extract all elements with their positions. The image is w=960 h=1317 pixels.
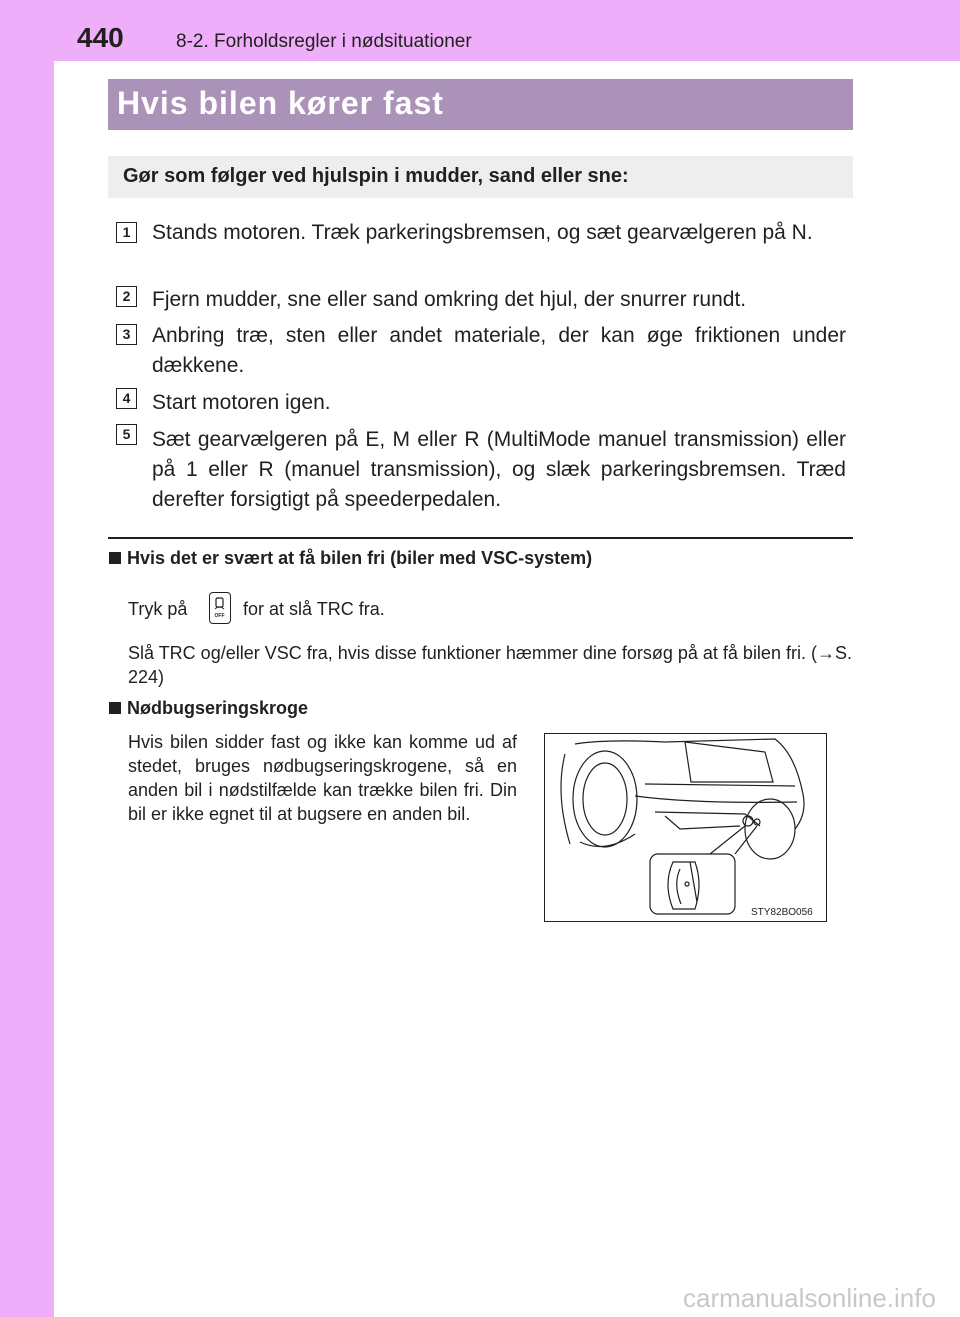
step-text: Sæt gearvælgeren på E, M eller R (MultiMode manuel transmission) eller på 1 eller R (manuel transmission), og slæk parkeringsbremsen. Træd derefter forsigtigt på speederpedalen.: [152, 428, 846, 511]
section-header: 8-2. Forholdsregler i nødsituationer: [176, 31, 472, 52]
trc-off-label: OFF: [214, 613, 225, 619]
subtitle-bar: [108, 156, 853, 198]
watermark: carmanualsonline.info: [683, 1283, 936, 1313]
step-number: 1: [116, 222, 137, 243]
step-text: Start motoren igen.: [152, 391, 331, 414]
towing-hook-figure: [544, 733, 827, 922]
figure-caption: STY82BO056: [751, 907, 813, 918]
note-title-tow: [109, 698, 308, 719]
subtitle: Gør som følger ved hjulspin i mudder, sand eller sne:: [123, 165, 629, 187]
section-divider: [108, 537, 853, 539]
square-bullet-icon: [109, 552, 121, 564]
trc-off-button-icon: [209, 592, 231, 624]
square-bullet-icon: [109, 702, 121, 714]
tow-body: Hvis bilen sidder fast og ikke kan komme ud af stedet, bruges nødbugseringskrogene, så en anden bil i nødstilfælde kan trække bilen fri. Din bil er ikke egnet til at bugsere en anden bil.: [128, 732, 517, 824]
vsc-press-before: Tryk på: [128, 599, 188, 619]
trc-off-glyph: [210, 593, 229, 622]
step-text: Anbring træ, sten eller andet materiale, der kan øge friktionen under dækkene.: [152, 324, 846, 377]
note-title-vsc: [109, 548, 592, 569]
title-bar: [108, 79, 853, 130]
note-title-vsc-text: Hvis det er svært at få bilen fri (biler med VSC-system): [127, 548, 593, 568]
page-title: Hvis bilen kører fast: [117, 85, 444, 121]
page-number: 440: [77, 22, 124, 53]
step-number: 5: [116, 424, 137, 445]
vsc-body: Slå TRC og/eller VSC fra, hvis disse funktioner hæmmer dine forsøg på at få bilen fri. (→S. 224): [128, 643, 852, 687]
step-text: Stands motoren. Træk parkeringsbremsen, og sæt gearvælgeren på N.: [152, 221, 813, 244]
towing-hook-illustration-icon: [545, 734, 826, 921]
step-number: 2: [116, 286, 137, 307]
step-text: Fjern mudder, sne eller sand omkring det hjul, der snurrer rundt.: [152, 288, 747, 311]
note-title-tow-text: Nødbugseringskroge: [127, 698, 309, 718]
vsc-press-after: for at slå TRC fra.: [243, 599, 385, 619]
page-side-band: [0, 0, 54, 1317]
step-number: 4: [116, 388, 137, 409]
step-number: 3: [116, 324, 137, 345]
